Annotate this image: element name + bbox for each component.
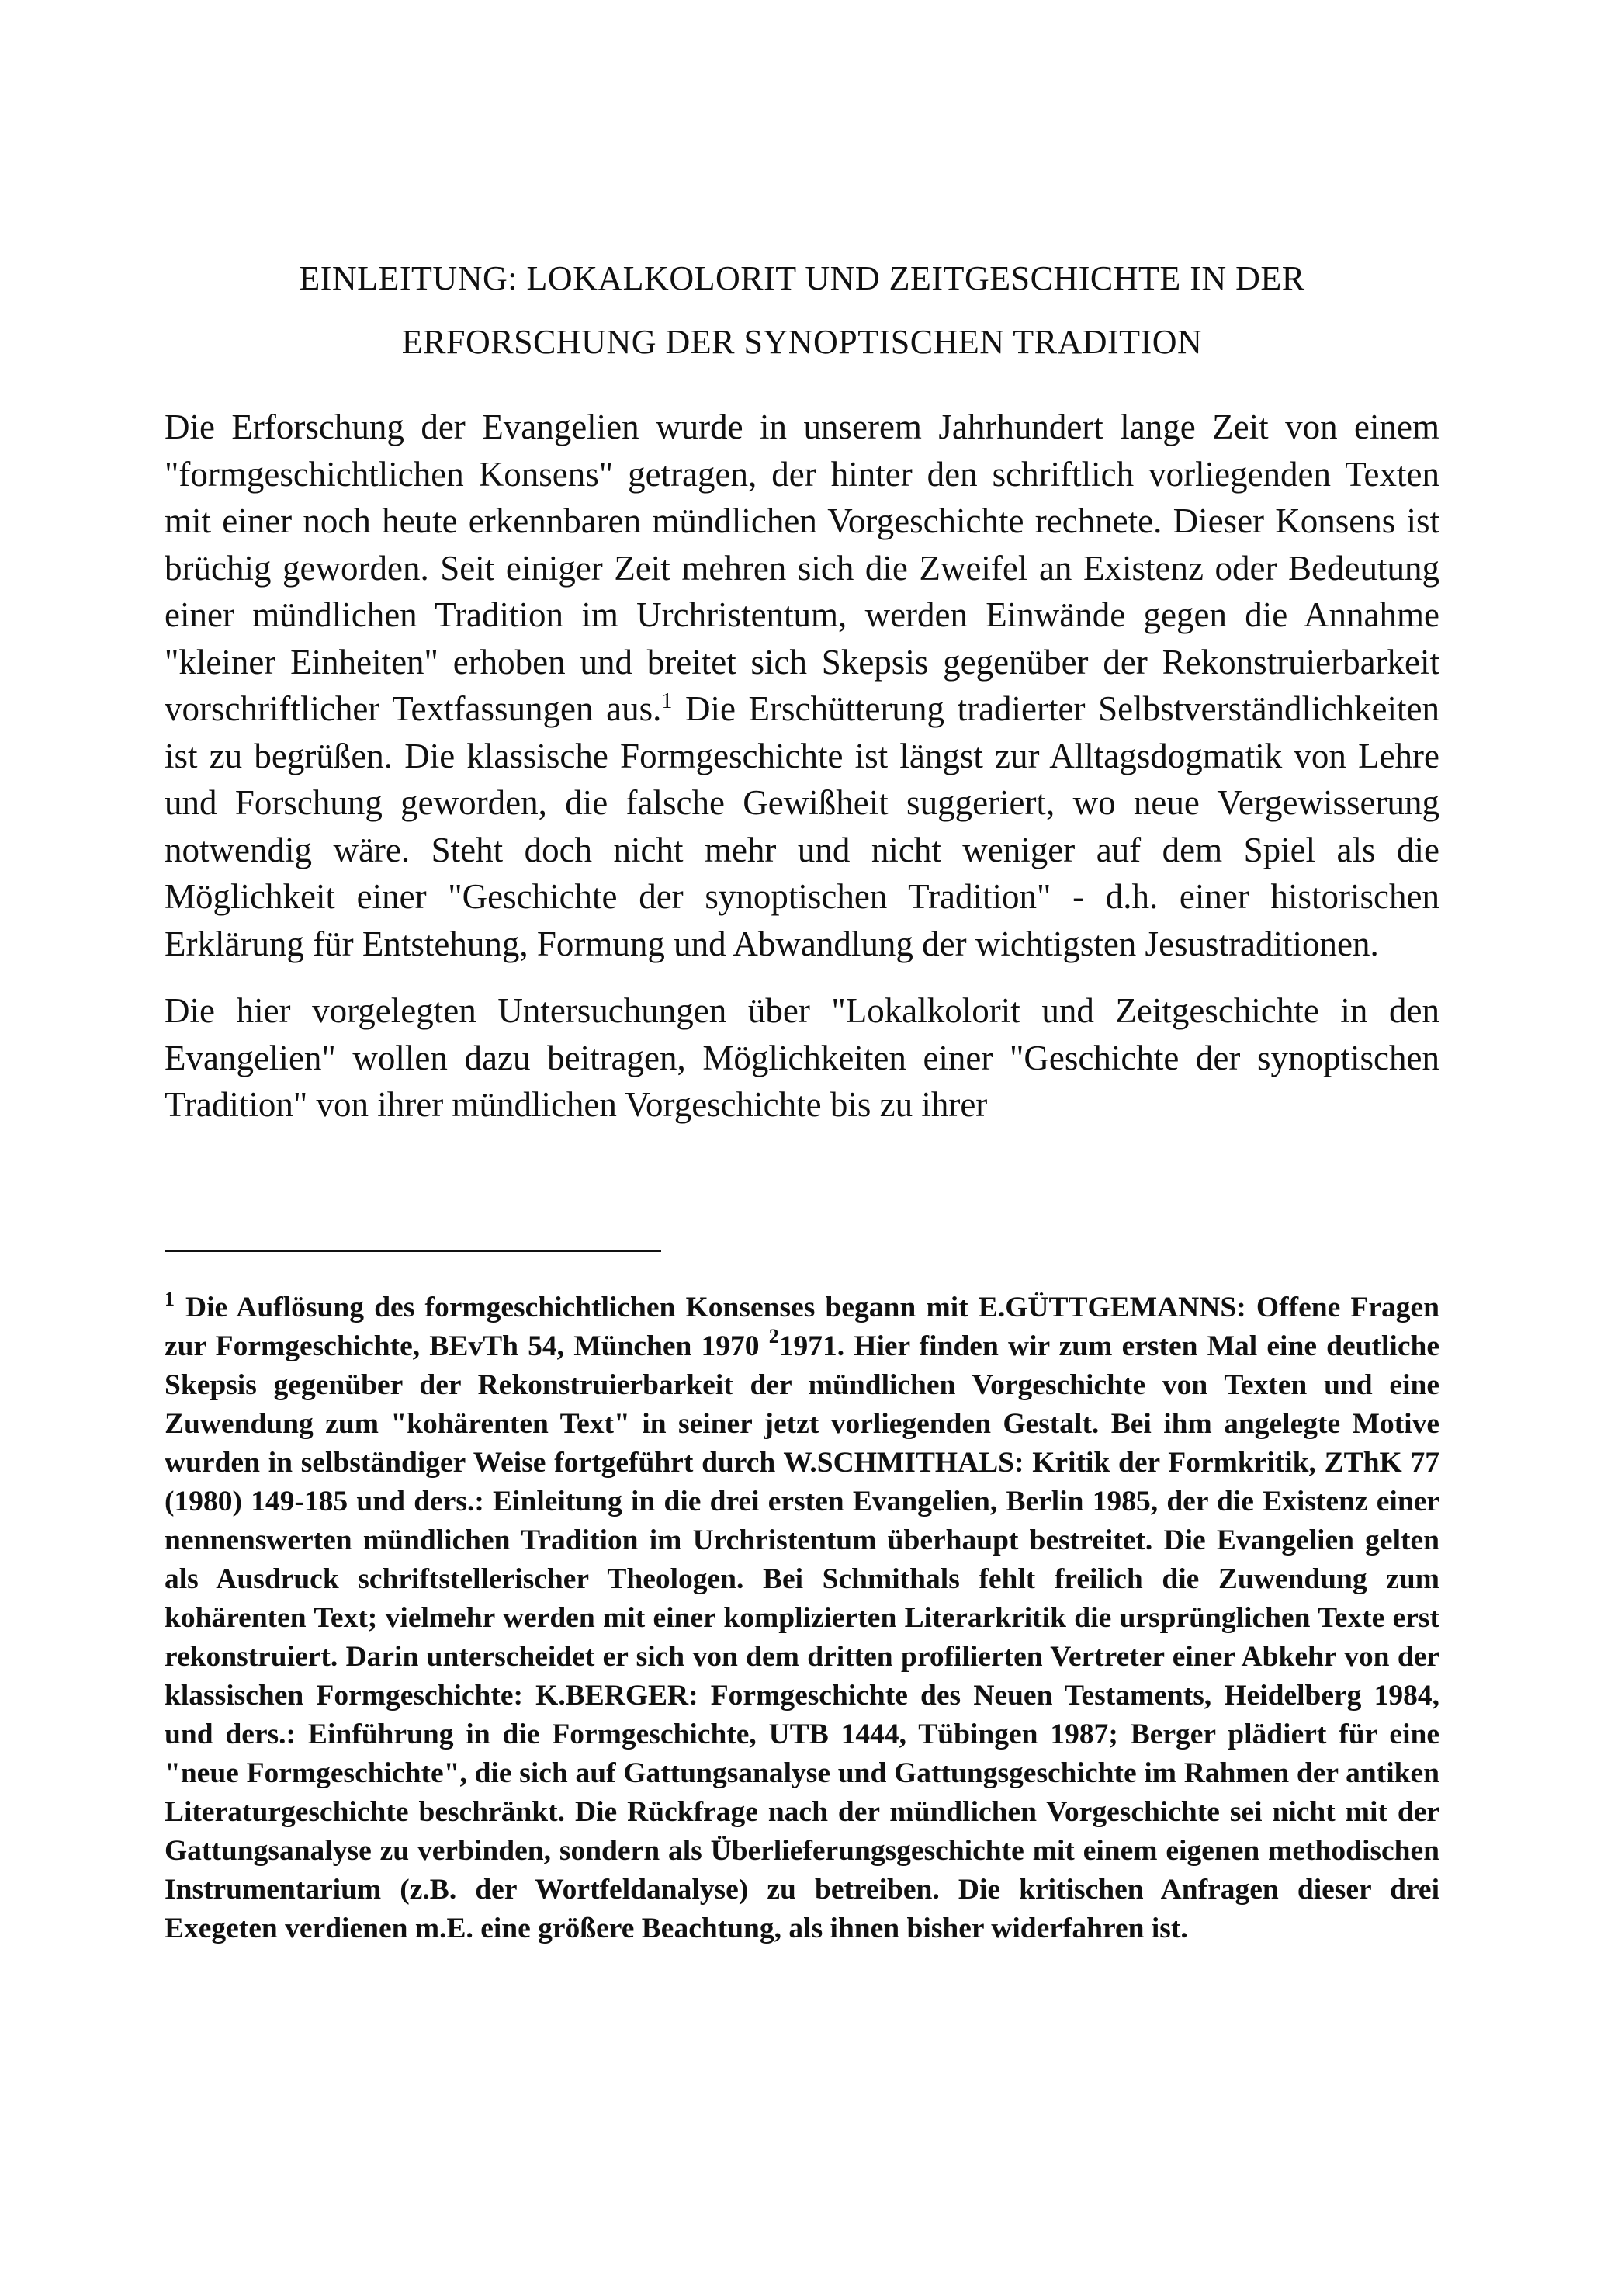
paragraph-1-part-b: Die Erschütterung tradierter Selbstverständlichkeiten ist zu begrüßen. Die klassische Formgeschichte ist längst zur Alltagsdogmatik von Lehre und Forschung geworden, die falsche Gewißheit suggeriert, wo neue Vergewisserung notwendig wäre. Steht doch nicht mehr und nicht weniger auf dem Spiel als die Möglichkeit einer "Geschichte der synoptischen Tradition" - d.h. einer historischen Erklärung für Entstehung, Formung und Abwandlung der wichtigsten Jesustraditionen. xyxy=(165,689,1439,963)
footnote-mark: 1 xyxy=(165,1288,175,1310)
chapter-title-line-1: EINLEITUNG: LOKALKOLORIT UND ZEITGESCHICHTE IN DER xyxy=(299,259,1305,297)
chapter-title xyxy=(155,247,1449,374)
footnote-reference[interactable]: 1 xyxy=(661,689,673,713)
paragraph-2: Die hier vorgelegten Untersuchungen über "Lokalkolorit und Zeitgeschichte in den Evangelien" wollen dazu beitragen, Möglichkeiten einer "Geschichte der synoptischen Tradition" von ihrer mündlichen Vorgeschichte bis zu ihrer xyxy=(165,991,1439,1124)
footnote-text-a: Die Auflösung des formgeschichtlichen Konsenses begann mit E.GÜTTGEMANNS: Offene Fragen zur Formgeschichte, BEvTh 54, München 1970 xyxy=(165,1292,1439,1362)
paragraph-1-part-a: Die Erforschung der Evangelien wurde in unserem Jahrhundert lange Zeit von einem "formgeschichtlichen Konsens" getragen, der hinter den schriftlich vorliegenden Texten mit einer noch heute erkennbaren mündlichen Vorgeschichte rechnete. Dieser Konsens ist brüchig geworden. Seit einiger Zeit mehren sich die Zweifel an Existenz oder Bedeutung einer mündlichen Tradition im Urchristentum, werden Einwände gegen die Annahme "kleiner Einheiten" erhoben und breitet sich Skepsis gegenüber der Rekonstruierbarkeit vorschriftlicher Textfassungen aus. xyxy=(165,408,1439,728)
footnote-1 xyxy=(165,1288,1439,1948)
chapter-title-line-2: ERFORSCHUNG DER SYNOPTISCHEN TRADITION xyxy=(401,323,1203,361)
body-text xyxy=(165,404,1439,1149)
paragraph-1 xyxy=(165,404,1439,967)
edition-superscript: 2 xyxy=(768,1325,779,1347)
footnote-text-b: 1971. Hier finden wir zum ersten Mal eine deutliche Skepsis gegenüber der Rekonstruierbarkeit der mündlichen Vorgeschichte von Texten und eine Zuwendung zum "kohärenten Text" in seiner jetzt vorliegenden Gestalt. Bei ihm angelegte Motive wurden in selbständiger Weise fortgeführt durch W.SCHMITHALS: Kritik der Formkritik, ZThK 77 (1980) 149-185 und ders.: Einleitung in die drei ersten Evangelien, Berlin 1985, der die Existenz einer nennenswerten mündlichen Tradition im Urchristentum überhaupt bestreitet. Die Evangelien gelten als Ausdruck schriftstellerischer Theologen. Bei Schmithals fehlt freilich die Zuwendung zum kohärenten Text; vielmehr werden mit einer komplizierten Literarkritik die ursprünglichen Texte erst rekonstruiert. Darin unterscheidet er sich von dem dritten profilierten Vertreter einer Abkehr von der klassischen Formgeschichte: K.BERGER: Formgeschichte des Neuen Testaments, Heidelberg 1984, und ders.: Einführung in die Formgeschichte, UTB 1444, Tübingen 1987; Berger plädiert für eine "neue Formgeschichte", die sich auf Gattungsanalyse und Gattungsgeschichte im Rahmen der antiken Literaturgeschichte beschränkt. Die Rückfrage nach der mündlichen Vorgeschichte sei nicht mit der Gattungsanalyse zu verbinden, sondern als Überlieferungsgeschichte mit einem eigenen methodischen Instrumentarium (z.B. der Wortfeldanalyse) zu betreiben. Die kritischen Anfragen dieser drei Exegeten verdienen m.E. eine größere Beachtung, als ihnen bisher widerfahren ist. xyxy=(165,1330,1439,1944)
footnote-separator xyxy=(165,1250,661,1252)
